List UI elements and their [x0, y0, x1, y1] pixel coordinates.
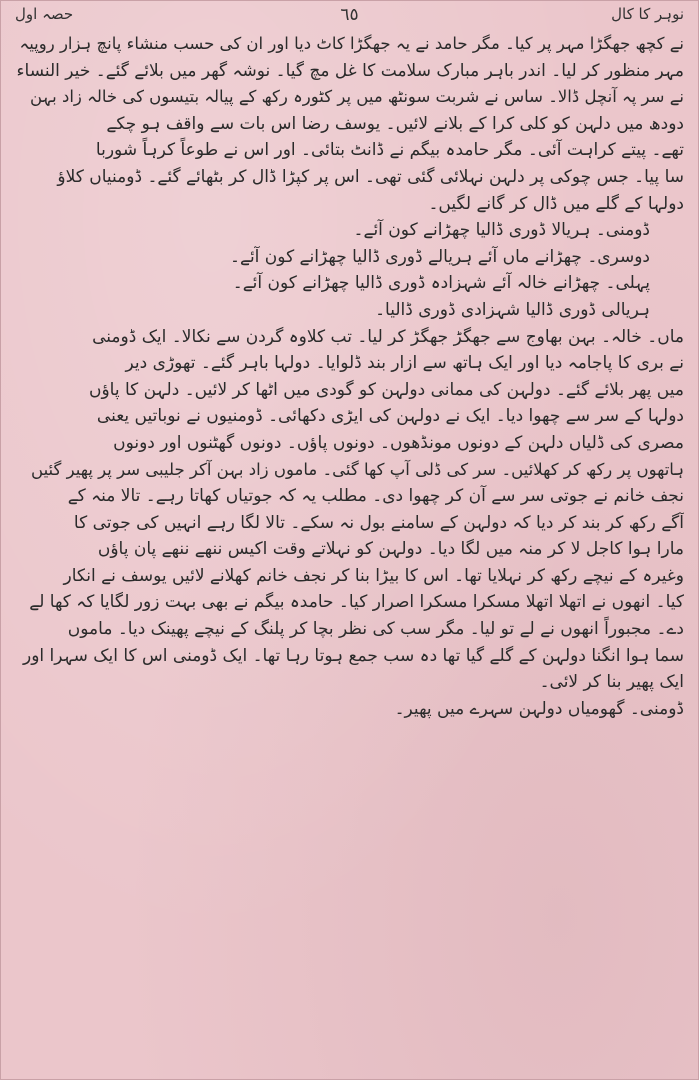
text-line: آگے رکھ کر بند کر دیا کہ دولہن کے سامنے بول نہ سکے۔ تالا لگا رہے انہیں کی جوتی کا: [73, 512, 684, 533]
section-label: حصہ اول: [15, 5, 74, 23]
text-line: نے بری کا پاجامہ دیا اور ایک ہاتھ سے ازار بند ڈلوایا۔ دولہا باہر گئے۔ تھوڑی دیر: [125, 353, 684, 374]
text-line: نے سر پہ آنچل ڈالا۔ ساس نے شربت سونٹھ میں پر کٹورہ رکھ کے پیالہ بتیسوں کی خالہ زاد بہن: [29, 87, 684, 107]
text-line: مہر منظور کر لیا۔ اندر باہر مبارک سلامت کا غل مچ گیا۔ نوشہ گھر میں بلائے گئے۔ خیر النساء: [16, 60, 684, 81]
page-number: ٦٥: [340, 5, 359, 25]
page-body: [15, 31, 684, 722]
text-line: مصری کی ڈلیاں دلہن کے دونوں مونڈھوں۔ دونوں پاؤں۔ دونوں گھٹنوں اور دونوں: [113, 432, 684, 453]
text-line: ہاتھوں پر رکھ کر کھلائیں۔ سر کی ڈلی آپ کھا گئی۔ ماموں زاد بہن آکر جلیبی سر پر پھیر گئیں: [31, 459, 684, 479]
text-line: کیا۔ انھوں نے اتھلا اتھلا مسکرا مسکرا اصرار کیا۔ حامدہ بیگم نے بھی بہت زور لگایا کہ کھا لے: [29, 592, 684, 613]
text-line: نجف خانم نے جوتی سر سے آن کر چھوا دی۔ مطلب یہ کہ جوتیاں کھاتا رہے۔ تالا منہ کے: [67, 486, 684, 507]
text-line: میں پھر بلائے گئے۔ دولہن کی ممانی دولہن کو گودی میں اٹھا کر لائیں۔ دلہن کا پاؤں: [88, 379, 684, 400]
text-line: وغیرہ کے نیچے رکھ کر نہلایا تھا۔ اس کا بیڑا بنا کر نجف خانم کھلانے لائیں یوسف نے انکار: [63, 565, 684, 586]
text-line: سا پیا۔ جس چوکی پر دلہن نہلائی گئی تھی۔ اس پر کپڑا ڈال کر بٹھائے گئے۔ ڈومنیاں کلاؤ: [57, 166, 684, 187]
verse-line: ہریالی ڈوری ڈالیا شہزادی ڈوری ڈالیا۔: [375, 299, 650, 320]
text-line: مارا ہوا کاجل لا کر منہ میں لگا دیا۔ دولہن کو نہلاتے وقت اکیس ننھے ننھے پان پاؤں: [97, 539, 684, 560]
text-line: نے کچھ جھگڑا مہر پر کیا۔ مگر حامد نے یہ جھگڑا کاٹ دیا اور ان کی حسب منشاء پانچ ہزار روپیہ: [19, 34, 684, 53]
dialog-line: ڈومنی۔ گھومیاں دولہن سہرے میں پھیر۔: [394, 698, 684, 719]
text-line: دے۔ مجبوراً انھوں نے لے تو لیا۔ مگر سب کی نظر بچا کر پلنگ کے نیچے پھینک دیا۔ ماموں: [67, 619, 684, 640]
text-line: دودھ میں دلہن کو کلی کرا کے بلانے لائیں۔ یوسف رضا اس بات سے واقف ہو چکے: [106, 113, 684, 134]
verse-line: پہلی۔ چھڑانے خالہ آئے شہزادہ ڈوری ڈالیا چھڑانے کون آئے۔: [232, 273, 650, 294]
dialog-line: ماں۔ خالہ۔ بہن بھاوج سے جھگڑ جھگڑ کر لیا۔ تب کلاوہ گردن سے نکالا۔ ایک ڈومنی: [92, 326, 684, 347]
running-title: نوہر کا کال: [611, 5, 684, 23]
text-line: سما ہوا انگنا دولہن کے گلے گیا تھا دہ سب جمع ہوتا رہا تھا۔ ایک ڈومنی اس کا ایک سہرا اور: [23, 645, 684, 666]
page-header: [15, 5, 684, 27]
verse-line: دوسری۔ چھڑانے ماں آئے ہریالے ڈوری ڈالیا چھڑانے کون آئے۔: [230, 246, 650, 267]
verse-line: ڈومنی۔ ہریالا ڈوری ڈالیا چھڑانے کون آئے۔: [353, 220, 650, 241]
text-line: تھے۔ پیتے کراہت آئی۔ مگر حامدہ بیگم نے ڈانٹ بتائی۔ اور اس نے طوعاً کرہاً شوربا: [95, 140, 684, 161]
text-line: دولہا کے گلے میں ڈال کر گانے لگیں۔: [428, 193, 684, 214]
text-line: ایک پھیر بنا کر لائی۔: [539, 672, 684, 693]
text-line: دولہا کے سر سے چھوا دیا۔ ایک نے دولہن کی ایڑی دکھائی۔ ڈومنیوں نے نوباتیں یعنی: [96, 406, 684, 427]
